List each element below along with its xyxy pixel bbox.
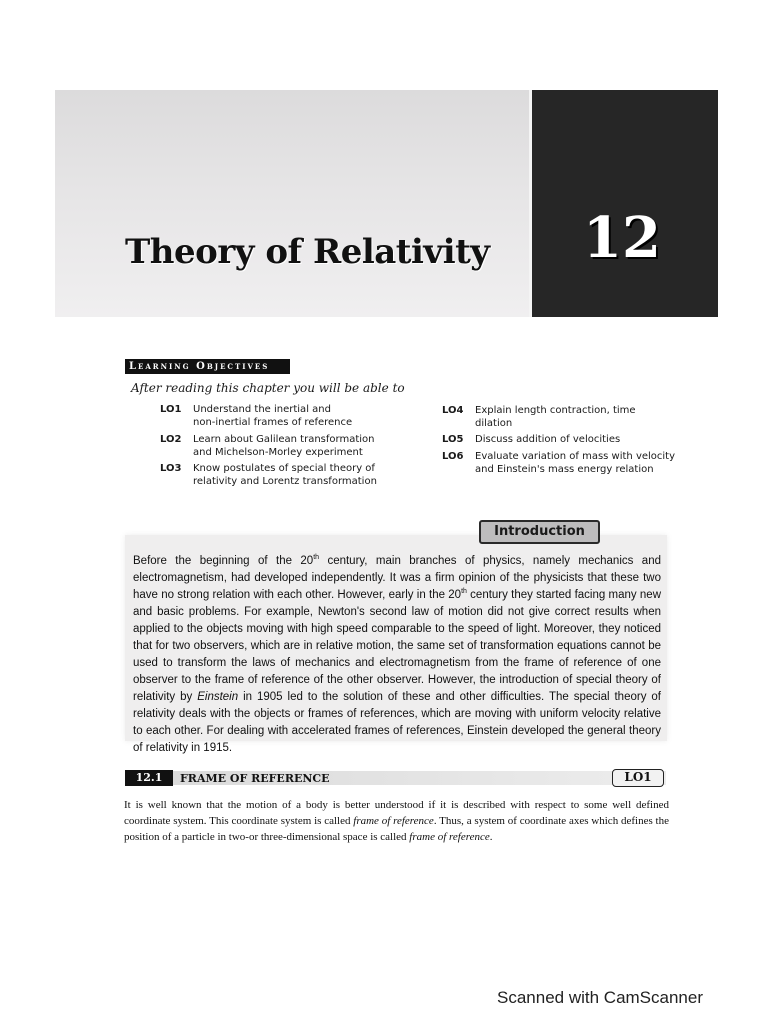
- learning-objectives-lead: After reading this chapter you will be able to: [131, 381, 405, 395]
- italic-text: Einstein: [197, 691, 239, 703]
- objective-text: [193, 462, 377, 488]
- chapter-number-panel: [529, 90, 718, 317]
- objective-line: Discuss addition of velocities: [475, 434, 621, 445]
- text-run: It is well known that the motion of a body is better understood if it is described with respect to some well defined coordinate system. This coordinate system is called: [124, 799, 669, 827]
- chapter-banner: [55, 90, 529, 317]
- superscript-text: th: [313, 554, 320, 562]
- introduction-paragraph: [133, 553, 661, 757]
- learning-objectives-heading: Learning Objectives: [129, 361, 270, 372]
- objective-code: LO6: [442, 451, 464, 462]
- objective-code: LO5: [442, 434, 464, 445]
- objective-line: Understand the inertial and: [193, 404, 331, 415]
- objective-line: relativity and Lorentz transformation: [193, 476, 377, 487]
- text-run: .: [489, 831, 493, 843]
- objective-line: Learn about Galilean transformation: [193, 434, 375, 445]
- text-run: . Thus, a system of coordinate axes which defines the position of a particle in two-or three-dimensional space is called: [124, 815, 669, 843]
- objective-text: [193, 403, 352, 429]
- objective-line: dilation: [475, 418, 513, 429]
- italic-text: frame of reference: [353, 815, 434, 827]
- section-objective-tag: LO1: [612, 769, 664, 787]
- text-run: Before the beginning of the 20: [133, 555, 314, 567]
- objective-line: Evaluate variation of mass with velocity: [475, 451, 676, 462]
- objective-text: [475, 433, 620, 446]
- objective-line: Explain length contraction, time: [475, 405, 636, 416]
- text-run: century they started facing many new and basic problems. For example, Newton's second law of motion did not give correct results when applied to the objects moving with high speed comparable to the speed of light. Moreover, they noticed that for two observers, which are in relative motion, the same set of transformation equations cannot be used to transform the laws of mechanics and electromagnetism from the frame of reference of one observer to the frame of reference of the other observer. However, the introduction of special theory of relativity by: [133, 589, 661, 703]
- objective-code: LO1: [160, 404, 182, 415]
- superscript-text: th: [461, 588, 467, 596]
- chapter-title: Theory of Relativity: [125, 232, 490, 272]
- objective-code: LO3: [160, 463, 182, 474]
- chapter-number: 12: [583, 205, 661, 271]
- objective-text: [475, 450, 675, 476]
- section-paragraph: [124, 797, 669, 845]
- text-run: century, main branches of physics, namely mechanics and electromagnetism, had developed independently. It was a firm opinion of the physicists that these two have no strong relation with each other. However, early in the 20: [133, 555, 661, 601]
- objective-line: and Einstein's mass energy relation: [475, 464, 654, 475]
- scanner-watermark: Scanned with CamScanner: [497, 988, 704, 1007]
- section-number: 12.1: [135, 771, 163, 784]
- objective-text: [475, 404, 636, 430]
- objective-line: Know postulates of special theory of: [193, 463, 375, 474]
- section-title: FRAME OF REFERENCE: [180, 772, 330, 785]
- objective-line: and Michelson-Morley experiment: [193, 447, 363, 458]
- introduction-tab: Introduction: [479, 520, 600, 544]
- objective-code: LO2: [160, 434, 182, 445]
- objective-code: LO4: [442, 405, 464, 416]
- objective-line: non-inertial frames of reference: [193, 417, 353, 428]
- text-run: in 1905 led to the solution of these and other difficulties. The special theory of relativity deals with the objects or frames of references, which are moving with uniform velocity relative to each other. For dealing with accelerated frames of references, Einstein developed the general theory of relativity in 1915.: [133, 691, 661, 754]
- italic-text: frame of reference: [409, 831, 490, 843]
- objective-text: [193, 433, 374, 459]
